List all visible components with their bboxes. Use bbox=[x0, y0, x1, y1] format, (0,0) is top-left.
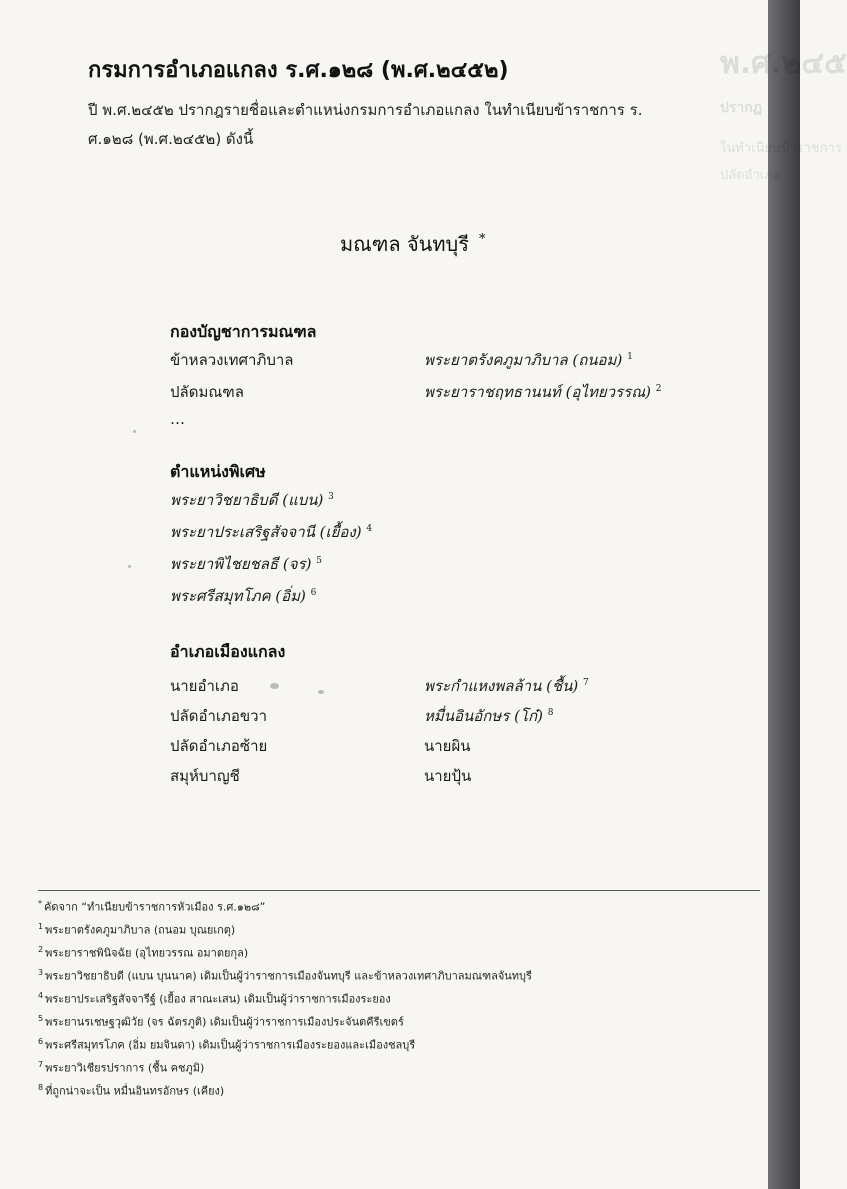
official-name: นายปุ้น bbox=[424, 767, 472, 785]
footnote-ref: 3 bbox=[328, 492, 334, 502]
official-name: พระยาราชฤทธานนท์ (อุไทยวรรณ) $^2$ bbox=[424, 383, 662, 401]
footnote: $^1$ พระยาตรังคภูมาภิบาล (ถนอม บุณยเกตุ) bbox=[38, 922, 236, 937]
footnote: * คัดจาก “ทำเนียบข้าราชการหัวเมือง ร.ศ.๑๒๘” bbox=[38, 899, 266, 914]
region-name: มณฑล จันทบุรี bbox=[340, 232, 469, 256]
footnote: $^3$ พระยาวิชยาธิบดี (แบน บุนนาค) เดิมเป็นผู้ว่าราชการเมืองจันทบุรี และข้าหลวงเทศาภิบาลมณฑลจันทบุรี bbox=[38, 968, 532, 983]
position-label: ปลัดอำเภอซ้าย bbox=[170, 737, 268, 755]
section-heading: กองบัญชาการมณฑล bbox=[170, 322, 317, 341]
footnote-ref: 5 bbox=[316, 556, 322, 566]
footnote-ref: 7 bbox=[583, 678, 589, 688]
official-name: พระยาประเสริฐสัจจานี (เยื้อง) $^4$ bbox=[170, 523, 373, 541]
official-name: พระยาวิชยาธิบดี (แบน) $^3$ bbox=[170, 491, 334, 509]
footnote: $^5$ พระยานรเชษฐวุฒิวัย (จร ฉัตรภูติ) เดิมเป็นผู้ว่าราชการเมืองประจันตคีรีเขตร์ bbox=[38, 1014, 404, 1029]
position-label: ข้าหลวงเทศาภิบาล bbox=[170, 351, 294, 369]
footnote-divider bbox=[38, 890, 760, 891]
official-name: พระกำแหงพลล้าน (ชื้น) $^7$ bbox=[424, 677, 589, 695]
ellipsis: … bbox=[170, 410, 185, 428]
footnotes bbox=[38, 895, 758, 1102]
position-label: ปลัดอำเภอขวา bbox=[170, 707, 268, 725]
official-name: พระยาตรังคภูมาภิบาล (ถนอม) $^1$ bbox=[424, 351, 633, 369]
scan-speck bbox=[133, 430, 136, 433]
official-name: พระยาพิไชยชลธี (จร) $^5$ bbox=[170, 555, 322, 573]
footnote: $^4$ พระยาประเสริฐสัจจารีฐ์ (เยื้อง สาณะเสน) เดิมเป็นผู้ว่าราชการเมืองระยอง bbox=[38, 991, 391, 1006]
footnote: $^6$ พระศรีสมุทรโภค (อิ่ม ยมจินดา) เดิมเป็นผู้ว่าราชการเมืองระยองและเมืองชลบุรี bbox=[38, 1037, 416, 1052]
footnote: $^2$ พระยาราชพินิจฉัย (อุไทยวรรณ อมาตยกุล) bbox=[38, 945, 249, 960]
footnote-ref: 6 bbox=[310, 588, 317, 598]
scan-speck bbox=[270, 683, 279, 689]
section-heading: อำเภอเมืองแกลง bbox=[170, 642, 286, 661]
page-title: กรมการอำเภอแกลง ร.ศ.๑๒๘ (พ.ศ.๒๔๕๒) bbox=[88, 58, 509, 83]
footnote-ref: 2 bbox=[655, 384, 662, 394]
position-label: ปลัดมณฑล bbox=[170, 383, 244, 401]
official-name: หมื่นอินอักษร (โก๋) $^8$ bbox=[424, 707, 554, 725]
intro-line: ศ.๑๒๘ (พ.ศ.๒๔๕๒) ดังนี้ bbox=[88, 130, 254, 148]
scan-speck bbox=[318, 690, 324, 694]
official-name: นายผิน bbox=[424, 737, 471, 755]
footnote-ref: 1 bbox=[627, 352, 633, 362]
scan-speck bbox=[128, 565, 131, 568]
footnote-ref: 8 bbox=[547, 708, 554, 718]
section-heading: ตำแหน่งพิเศษ bbox=[170, 462, 266, 481]
intro-paragraph bbox=[88, 96, 728, 154]
footnote: $^8$ ที่ถูกน่าจะเป็น หมื่นอินทรอักษร (เคียง) bbox=[38, 1083, 225, 1098]
intro-line: ปี พ.ศ.๒๔๕๒ ปรากฎรายชื่อและตำแหน่งกรมการอำเภอแกลง ในทำเนียบข้าราชการ ร. bbox=[88, 101, 643, 119]
official-name: พระศรีสมุทโภค (อิ่ม) $^6$ bbox=[170, 587, 317, 605]
position-label: นายอำเภอ bbox=[170, 677, 239, 695]
footnote-ref: 4 bbox=[366, 524, 373, 534]
region-footnote-marker: * bbox=[478, 232, 486, 248]
region-title bbox=[340, 228, 485, 260]
bleed-through-text: พ.ศ.๒๔๕ ปรากฏ ในทำเนียบข้าราชการ ปลัดอำเภอ bbox=[720, 46, 847, 183]
position-label: สมุห์บาญชี bbox=[170, 767, 240, 785]
footnote: $^7$ พระยาวิเชียรปราการ (ชื้น คชภูมิ) bbox=[38, 1060, 205, 1075]
